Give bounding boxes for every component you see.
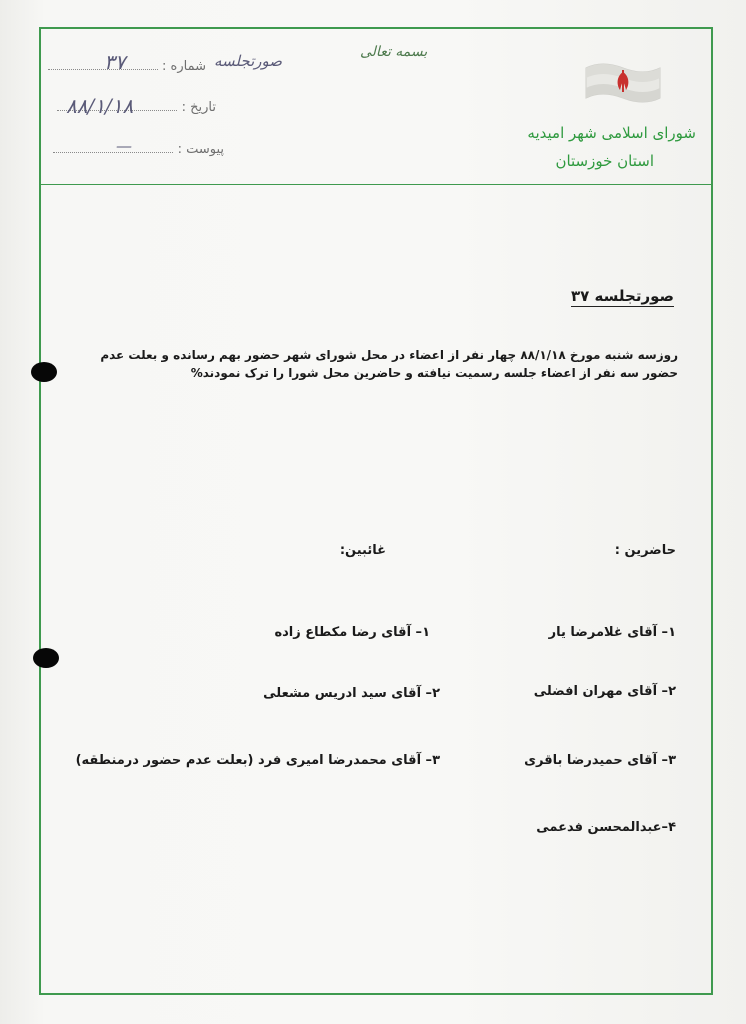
attachment-dotted-line	[53, 140, 173, 153]
punch-hole	[31, 362, 57, 382]
province-name: استان خوزستان	[555, 152, 654, 170]
absent-member: ۳– آقای محمدرضا امیری فرد (بعلت عدم حضور درمنطقه)	[75, 753, 440, 768]
present-member: ۱– آقای غلامرضا یار	[548, 625, 676, 640]
page-border	[39, 27, 713, 995]
session-paragraph: روزسه شنبه مورخ ۸۸/۱/۱۸ چهار نفر از اعضاء در محل شورای شهر حضور بهم رسانده و بعلت عدم حضور سه نفر از اعضاء جلسه رسمیت نیافته و حاضرین محل شورا را ترک نمودند%	[100, 348, 678, 380]
attachment-field	[53, 140, 224, 157]
flag-emblem-icon	[582, 52, 664, 108]
number-handwritten-prefix: صورتجلسه	[214, 52, 282, 70]
present-member: ۲– آقای مهران افضلی	[533, 684, 676, 699]
attachment-value: —	[116, 136, 132, 155]
number-value: ۳۷	[104, 50, 126, 74]
present-heading: حاضرین :	[614, 543, 676, 558]
absent-member: ۱– آقای رضا مکطاع زاده	[274, 625, 430, 640]
header-divider	[41, 184, 712, 185]
absent-heading: غائبین:	[339, 543, 386, 558]
punch-hole	[33, 648, 59, 668]
attachment-label: پیوست :	[177, 142, 224, 157]
number-dotted-line	[48, 57, 158, 70]
absent-member: ۲– آقای سید ادریس مشعلی	[263, 686, 440, 701]
present-member: ۳– آقای حمیدرضا باقری	[524, 753, 676, 768]
date-value: ۸۸/۱/۱۸	[66, 94, 134, 118]
present-member: ۴–عبدالمحسن فدعمی	[536, 820, 676, 835]
organization-name: شورای اسلامی شهر امیدیه	[527, 124, 696, 142]
number-field	[48, 57, 206, 74]
top-handwriting: بسمه تعالی	[360, 44, 428, 60]
number-label: شماره :	[162, 59, 206, 74]
date-label: تاریخ :	[181, 100, 216, 115]
document-title: صورتجلسه ۳۷	[571, 287, 674, 305]
